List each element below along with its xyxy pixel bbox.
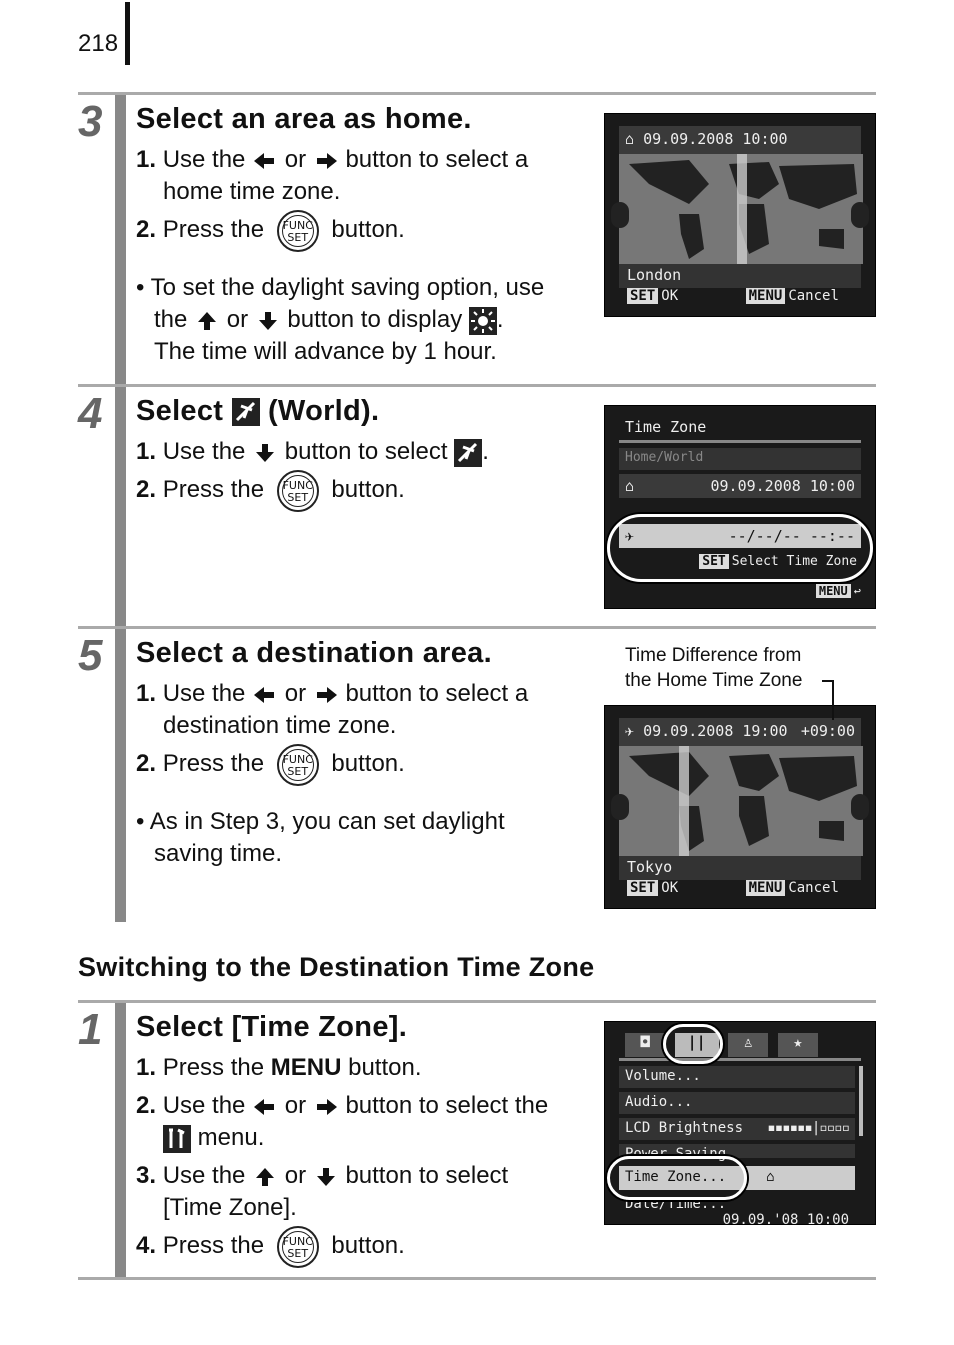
world-plane-icon [232,398,260,426]
instruction-2: 2. Use the or button to select the [136,1092,549,1119]
section-heading: Switching to the Destination Time Zone [78,952,595,982]
menu-item-volume: Volume... [619,1066,855,1088]
home-icon: ⌂ [625,477,635,495]
settings-tab-icon: || [675,1033,719,1057]
menu-item-lcd: LCD Brightness ▪▪▪▪▪▪|▫▫▫▫ [619,1118,855,1140]
camera-screen-destination [604,705,876,909]
step-3 [78,92,876,384]
instruction-1: 1. Press the MENU button. [136,1054,422,1081]
screen-header: ✈ 09.09.2008 19:00 +09:00 [619,718,861,746]
menu-item-timezone: Time Zone... ⌂ [619,1166,855,1190]
world-plane-icon [454,439,482,467]
daylight-saving-icon [469,307,497,335]
page-number: 218 [78,30,119,57]
func-set-icon: FUNC SET [277,1226,319,1268]
brightness-slider: ▪▪▪▪▪▪|▫▫▫▫ [767,1120,849,1136]
step-number: 5 [78,631,103,680]
step-number: 1 [78,1005,103,1054]
screen-menu-back: MENU ↩ [816,584,861,598]
instruction-2: 2. Press the FUNC SET button. [136,748,596,780]
instruction-2: 2. Press the FUNC SET button. [136,474,596,506]
arrow-right-icon [313,1097,339,1117]
home-icon: ⌂ [625,130,644,148]
arrow-down-icon [313,1166,339,1188]
camera-screen-timezone [604,405,876,609]
screen-city: Tokyo [619,856,861,880]
instruction-1: 1. Use the or button to select a [136,680,529,707]
menu-item-power: Power Saving [619,1144,855,1158]
menu-item-datetime: Date/Time... 09.09.'08 10:00 [625,1196,849,1228]
instruction-2: 2. Press the FUNC SET button. [136,214,596,246]
step-title: Select an area as home. [136,103,472,135]
step-title: Select a destination area. [136,637,492,669]
step-title: Select [Time Zone]. [136,1011,408,1043]
arrow-up-icon [252,1166,278,1188]
screen-left-arrow [611,794,629,820]
world-map [619,746,863,856]
step-body [136,103,596,368]
screen-right-arrow [851,202,869,228]
screen-right-arrow [851,794,869,820]
screen-left-arrow [611,202,629,228]
menu-item-audio: Audio... [619,1092,855,1114]
instruction-1: 1. Use the button to select . [136,438,489,465]
screen-title: Time Zone [625,418,707,436]
step-body [136,1011,596,1262]
world-map [619,154,863,264]
instruction-1: 1. Use the or button to select a [136,146,529,173]
func-set-icon: FUNC SET [277,210,319,252]
plane-icon: ✈ [625,527,635,545]
screen-footer: SET OK MENU Cancel [619,288,861,310]
screen-row-home: ⌂ 09.09.2008 10:00 [619,474,861,498]
highlight-ring [607,514,873,582]
arrow-down-icon [255,310,281,332]
instruction-1-cont: destination time zone. [163,712,397,739]
arrow-left-icon [252,685,278,705]
time-difference: +09:00 [800,722,855,740]
screen-footer: SET OK MENU Cancel [619,880,861,902]
instruction-1-cont: home time zone. [163,178,341,205]
step-4 [78,384,876,626]
step-body [136,395,596,506]
screen-city: London [619,264,861,288]
step-body [136,637,596,870]
instruction-3: 3. Use the or button to select [136,1162,509,1189]
step-gutter [115,629,126,922]
bullet-daylight: • To set the daylight saving option, use the or button to display . The time will advance by 1 hour. [136,274,545,365]
step-gutter [115,387,126,626]
instruction-3-cont: [Time Zone]. [163,1194,297,1221]
screen-row-homeworld: Home/World [619,448,861,470]
arrow-right-icon [313,685,339,705]
highlight-ring [663,1024,723,1064]
callout-leader [832,680,834,720]
mymenu-tab-icon: ★ [778,1033,818,1057]
step-gutter [115,1003,126,1277]
step-gutter [115,95,126,384]
screen-row-world: ✈ --/--/-- --:-- [619,524,861,548]
camera-tab-icon: ◘ [625,1033,665,1057]
instruction-2-cont: menu. [136,1122,596,1154]
menu-scrollbar [859,1066,863,1136]
arrow-up-icon [194,310,220,332]
camera-screen-menu [604,1021,876,1228]
step-1 [78,1000,876,1280]
camera-screen-home [604,113,876,317]
menu-tabs [625,1032,825,1058]
arrow-right-icon [313,151,339,171]
page-number-bar [125,2,130,65]
step-title: Select (World). [136,395,380,427]
arrow-down-icon [252,442,278,464]
screen-header: ⌂ 09.09.2008 10:00 [619,126,861,154]
home-icon: ⌂ [766,1169,775,1185]
func-set-icon: FUNC SET [277,470,319,512]
mycamera-tab-icon: ♙ [728,1033,768,1057]
func-set-icon: FUNC SET [277,744,319,786]
plane-icon: ✈ [625,722,644,740]
step-number: 3 [78,97,103,146]
arrow-left-icon [252,1097,278,1117]
instruction-4: 4. Press the FUNC SET button. [136,1230,596,1262]
step-number: 4 [78,389,103,438]
screen-select-hint: SET Select Time Zone [699,554,857,569]
callout-time-difference: Time Difference from the Home Time Zone [625,645,803,691]
highlight-ring [607,1156,747,1200]
arrow-left-icon [252,151,278,171]
settings-tools-icon [163,1125,191,1153]
bullet-daylight: • As in Step 3, you can set daylight saving time. [136,808,505,867]
